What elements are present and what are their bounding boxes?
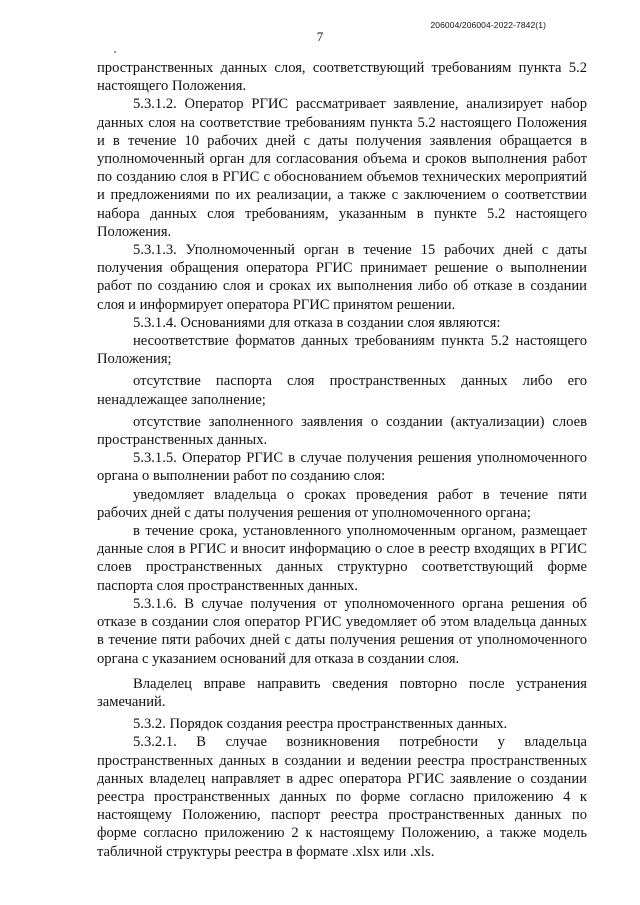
paragraph: 5.3.1.5. Оператор РГИС в случае получения решения уполномоченного органа о выполнении работ по созданию слоя: bbox=[97, 450, 587, 485]
paragraph: 5.3.1.4. Основаниями для отказа в создании слоя являются: bbox=[133, 314, 501, 331]
page-number: 7 bbox=[316, 29, 324, 44]
paragraph: отсутствие паспорта слоя пространственных данных либо его ненадлежащее заполнение; bbox=[97, 373, 587, 408]
paragraph: уведомляет владельца о сроках проведения работ в течение пяти рабочих дней с даты получения решения от уполномоченного органа; bbox=[97, 486, 587, 521]
paragraph: 5.3.1.6. В случае получения от уполномоченного органа решения об отказе в создании слоя оператор РГИС уведомляет об этом владельца данных в течение пяти рабочих дней с даты получения решения от уполномоченного органа с указанием оснований для отказа в создании слоя. bbox=[97, 595, 587, 667]
paragraph: 5.3.2. Порядок создания реестра пространственных данных. bbox=[133, 716, 508, 733]
paragraph: 5.3.2.1. В случае возникновения потребности у владельца пространственных данных в создании и ведении реестра пространственных данных владелец направляет в адрес оператора РГИС заявление о создании реестра пространственных данных по форме согласно приложению 4 к настоящему Положению, паспорт реестра пространственных данных по форме согласно приложению 2 к настоящему Положению, а также модель табличной структуры реестра в формате .xlsx или .xls. bbox=[97, 734, 587, 860]
document-id: 206004/206004-2022-7842(1) bbox=[430, 20, 546, 30]
paragraph: 5.3.1.2. Оператор РГИС рассматривает заявление, анализирует набор данных слоя на соответствие требованиям пункта 5.2 настоящего Положения и в течение 10 рабочих дней с даты получения заявления обращается в уполномоченный орган для согласования объема и сроков выполнения работ по созданию слоя в РГИС с обоснованием объемов технических мероприятий и предложениями по их реализации, а также с заключением о соответствии набора данных слоя требованиям, указанным в пункте 5.2 настоящего Положения. bbox=[97, 96, 587, 240]
paragraph: пространственных данных слоя, соответствующий требованиям пункта 5.2 настоящего Положения. bbox=[97, 60, 587, 95]
paragraph: несоответствие форматов данных требованиям пункта 5.2 настоящего Положения; bbox=[97, 333, 587, 368]
paragraph: отсутствие заполненного заявления о создании (актуализации) слоев пространственных данных. bbox=[97, 413, 587, 449]
paragraph: 5.3.1.3. Уполномоченный орган в течение 15 рабочих дней с даты получения обращения оператора РГИС принимает решение о выполнении работ по созданию слоя и сроках их выполнения либо об отказе в создании слоя и информирует оператора РГИС принятом решении. bbox=[97, 242, 587, 313]
scan-speck bbox=[114, 51, 116, 53]
paragraph: Владелец вправе направить сведения повторно после устранения замечаний. bbox=[97, 675, 587, 710]
paragraph: в течение срока, установленного уполномоченным органом, размещает данные слоя в РГИС и вносит информацию о слое в реестр входящих в РГИС слоев пространственных данных структурно соответствующий форме паспорта слоя пространственных данных. bbox=[97, 523, 587, 594]
document-body bbox=[97, 59, 587, 861]
